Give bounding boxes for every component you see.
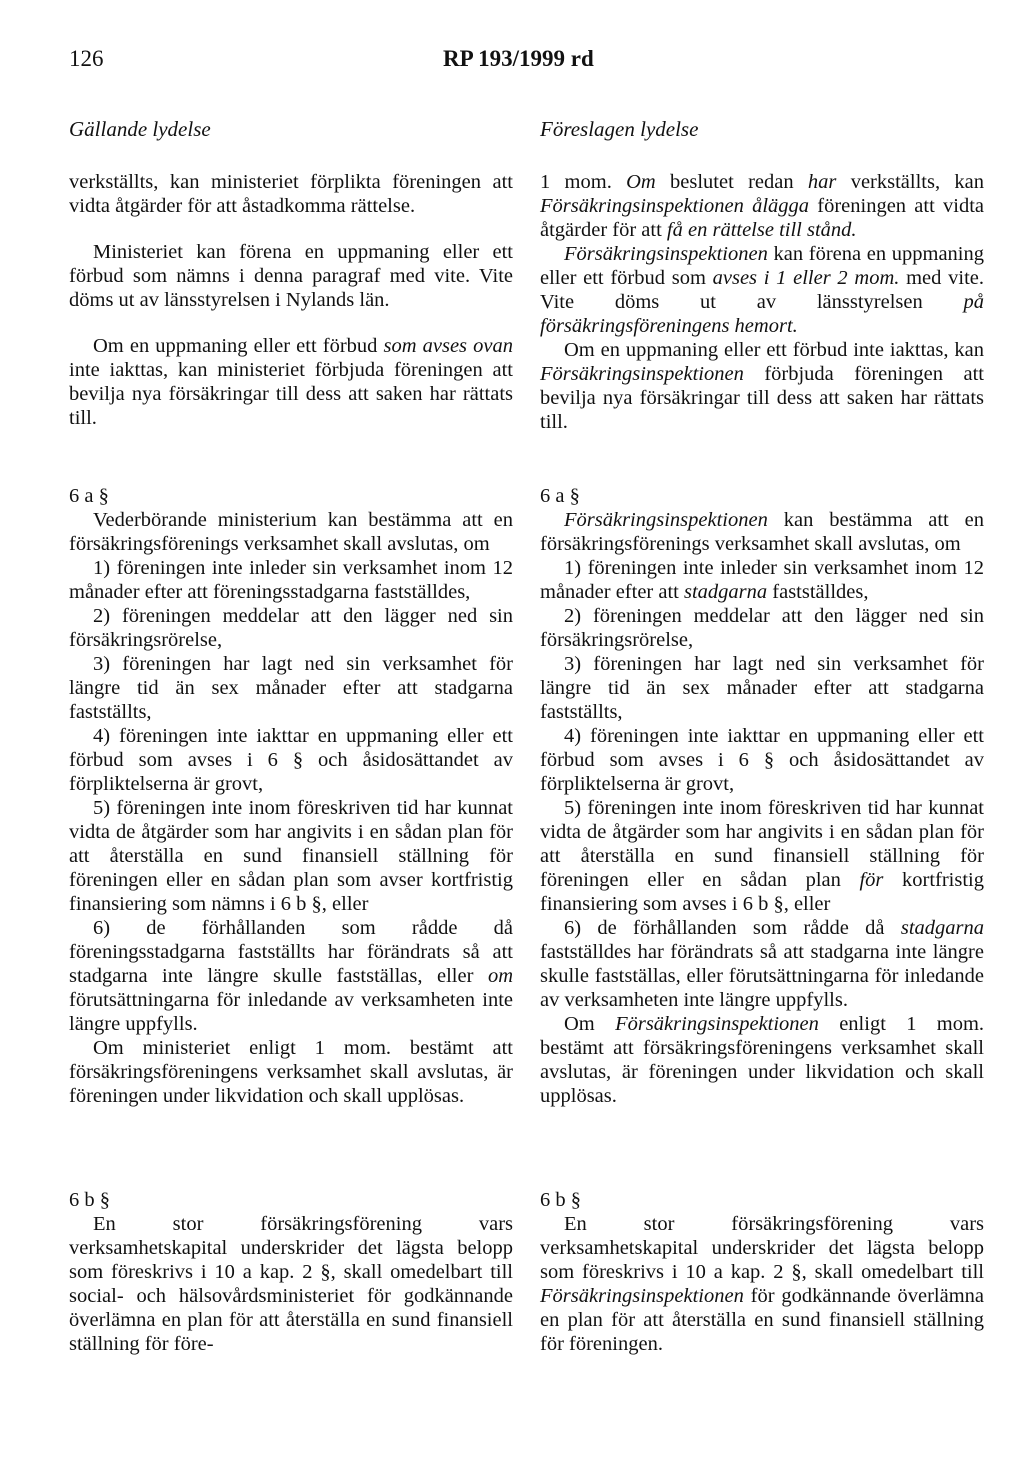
right-p3-a: Om en uppmaning eller ett förbud inte iakttas, kan <box>564 339 984 361</box>
left-6a-item-6-emphasis: om <box>487 965 513 987</box>
left-paragraph-3 <box>69 334 513 430</box>
left-section-6b-heading: 6 b § <box>69 1189 110 1211</box>
right-p3-b: Försäkringsinspektionen <box>540 363 744 385</box>
right-p1-c: beslutet redan <box>655 171 808 193</box>
left-6a-closing: Om ministeriet enligt 1 mom. bestämt att försäkringsföreningens verksamhet skall avslutas, är föreningen under likvidation och skall upplösas. <box>69 1037 513 1107</box>
left-section-6a <box>69 484 513 1108</box>
left-6a-item-6-text-c: förutsättningarna för inledande av verksamheten inte längre uppfylls. <box>69 989 513 1035</box>
left-6a-item-6-text-a: 6) de förhållanden som rådde då föreningsstadgarna fastställts har förändrats så att stadgarna inte längre skulle fastställas, eller <box>69 917 513 987</box>
right-6a-item-5-a: 5) föreningen inte inom föreskriven tid har kunnat vidta de åtgärder som har angivits i en sådan plan för att återställa en sund finansiell ställning för föreningen eller en sådan plan <box>540 797 984 891</box>
right-6b-c: för godkännande överlämna en plan för att återställa en sund finansiell ställning för föreningen. <box>540 1285 984 1355</box>
right-6a-closing <box>540 1012 984 1108</box>
right-6a-item-6-a: 6) de förhållanden som rådde då <box>564 917 901 939</box>
left-6a-item-2: 2) föreningen meddelar att den lägger ned sin försäkringsrörelse, <box>69 605 513 651</box>
right-6b-a: En stor försäkringsförening vars verksamhetskapital underskrider det lägsta belopp som föreskrivs i 10 a kap. 2 §, skall omedelbart till <box>540 1213 984 1283</box>
right-6a-intro-a: Försäkringsinspektionen <box>564 509 768 531</box>
left-6b-text: En stor försäkringsförening vars verksamhetskapital underskrider det lägsta belopp som föreskrivs i 10 a kap. 2 §, skall omedelbart till social- och hälsovårdsministeriet för godkännande överlämna en plan för att återställa en sund finansiell ställning för före- <box>69 1213 513 1355</box>
right-p1-e: verkställts, kan <box>836 171 984 193</box>
left-paragraph-2: Ministeriet kan förena en uppmaning eller ett förbud som nämns i denna paragraf med vite. Vite döms ut av länsstyrelsen i Nylands län. <box>69 241 513 311</box>
right-p2-a: Försäkringsinspektionen <box>564 243 768 265</box>
proposed-wording-column <box>540 170 985 1355</box>
right-p1-f: Försäkringsinspektionen ålägga <box>540 195 810 217</box>
right-6a-closing-c: enligt 1 mom. bestämt att försäkringsföreningens verksamhet skall avslutas, är föreningen under likvidation och skall upplösas. <box>540 1013 985 1107</box>
right-6a-item-6-b: stadgarna <box>900 917 984 939</box>
page-number: 126 <box>69 46 104 71</box>
right-6a-item-1 <box>540 556 984 604</box>
right-6a-item-6 <box>540 916 984 1012</box>
left-6a-item-5: 5) föreningen inte inom föreskriven tid har kunnat vidta de åtgärder som har angivits i en sådan plan för att återställa en sund finansiell ställning för föreningen eller en sådan plan som avser kortfristig finansiering som nämns i 6 b §, eller <box>69 797 513 915</box>
left-6a-item-1: 1) föreningen inte inleder sin verksamhet inom 12 månader efter att föreningsstadgarna fastställdes, <box>69 557 513 603</box>
right-section-6b-heading: 6 b § <box>540 1189 581 1211</box>
right-p3-c: förbjuda föreningen att bevilja nya försäkringar till dess att saken har rättats till. <box>540 363 984 433</box>
right-6b-b: Försäkringsinspektionen <box>540 1285 744 1307</box>
right-section-6a-heading: 6 a § <box>540 485 580 507</box>
left-p3-text-c: inte iakttas, kan ministeriet förbjuda föreningen att bevilja nya försäkringar till dess att saken har rättats till. <box>69 359 513 429</box>
right-6a-item-5-b: för <box>859 869 884 891</box>
right-p1-h: få en rättelse till stånd. <box>666 219 857 241</box>
proposed-wording-heading: Föreslagen lydelse <box>540 117 699 141</box>
right-6a-item-1-a: 1) föreningen inte inleder sin verksamhet inom 12 månader efter att <box>540 557 984 603</box>
page-header <box>0 46 1024 76</box>
right-6b-text <box>540 1212 984 1356</box>
right-p2-c: avses i 1 eller 2 mom. <box>712 267 900 289</box>
right-6a-item-1-c: fastställdes, <box>767 581 869 603</box>
right-6a-item-1-b: stadgarna <box>683 581 768 603</box>
left-paragraph-1: verkställts, kan ministeriet förplikta föreningen att vidta åtgärder för att åstadkomma rättelse. <box>69 171 513 217</box>
right-section-6b <box>540 1188 984 1356</box>
left-6a-item-3: 3) föreningen har lagt ned sin verksamhet för längre tid än sex månader efter att stadgarna fastställts, <box>69 653 513 723</box>
left-p3-emphasis: som avses ovan <box>383 335 513 357</box>
right-paragraph-2 <box>540 242 984 338</box>
right-6a-closing-a: Om <box>564 1013 616 1035</box>
current-wording-column <box>69 170 513 1355</box>
right-6a-intro <box>540 508 984 556</box>
right-p1-d: har <box>807 171 837 193</box>
document-title: RP 193/1999 rd <box>443 46 594 71</box>
right-6a-item-2: 2) föreningen meddelar att den lägger ned sin försäkringsrörelse, <box>540 605 984 651</box>
right-6a-item-6-c: fastställdes har förändrats så att stadgarna inte längre skulle fastställas, eller förutsättningarna för inledande av verksamheten inte längre uppfylls. <box>540 941 984 1011</box>
right-paragraph-3 <box>540 338 984 434</box>
right-p2-b: kan förena en uppmaning eller ett förbud som <box>540 243 984 289</box>
right-6a-item-3: 3) föreningen har lagt ned sin verksamhet för längre tid än sex månader efter att stadgarna fastställts, <box>540 653 984 723</box>
right-section-6a <box>540 484 984 1108</box>
left-section-6a-heading: 6 a § <box>69 485 109 507</box>
right-6a-closing-b: Försäkringsinspektionen <box>615 1013 819 1035</box>
left-section-6b <box>69 1188 513 1356</box>
right-paragraph-1 <box>540 170 984 242</box>
left-6a-item-6 <box>69 916 513 1036</box>
current-wording-heading: Gällande lydelse <box>69 117 211 141</box>
left-p3-text-a: Om en uppmaning eller ett förbud <box>93 335 384 357</box>
right-6a-intro-b: kan bestämma att en försäkringsförenings verksamhet skall avslutas, om <box>540 509 984 555</box>
right-6a-item-5-c: kortfristig finansiering som avses i 6 b §, eller <box>540 869 985 915</box>
right-6a-item-5 <box>540 796 984 916</box>
left-6a-intro: Vederbörande ministerium kan bestämma att en försäkringsförenings verksamhet skall avslutas, om <box>69 509 513 555</box>
right-p2-e: på försäkringsföreningens hemort. <box>540 291 984 337</box>
right-p1-b: Om <box>626 171 656 193</box>
left-6a-item-4: 4) föreningen inte iakttar en uppmaning eller ett förbud som avses i 6 § och åsidosättandet av förpliktelserna är grovt, <box>69 725 513 795</box>
right-p1-a: 1 mom. <box>540 171 627 193</box>
right-6a-item-4: 4) föreningen inte iakttar en uppmaning eller ett förbud som avses i 6 § och åsidosättandet av förpliktelserna är grovt, <box>540 725 984 795</box>
right-p1-g: föreningen att vidta åtgärder för att <box>540 195 984 241</box>
right-p2-d: med vite. Vite döms ut av länsstyrelsen <box>540 267 984 313</box>
